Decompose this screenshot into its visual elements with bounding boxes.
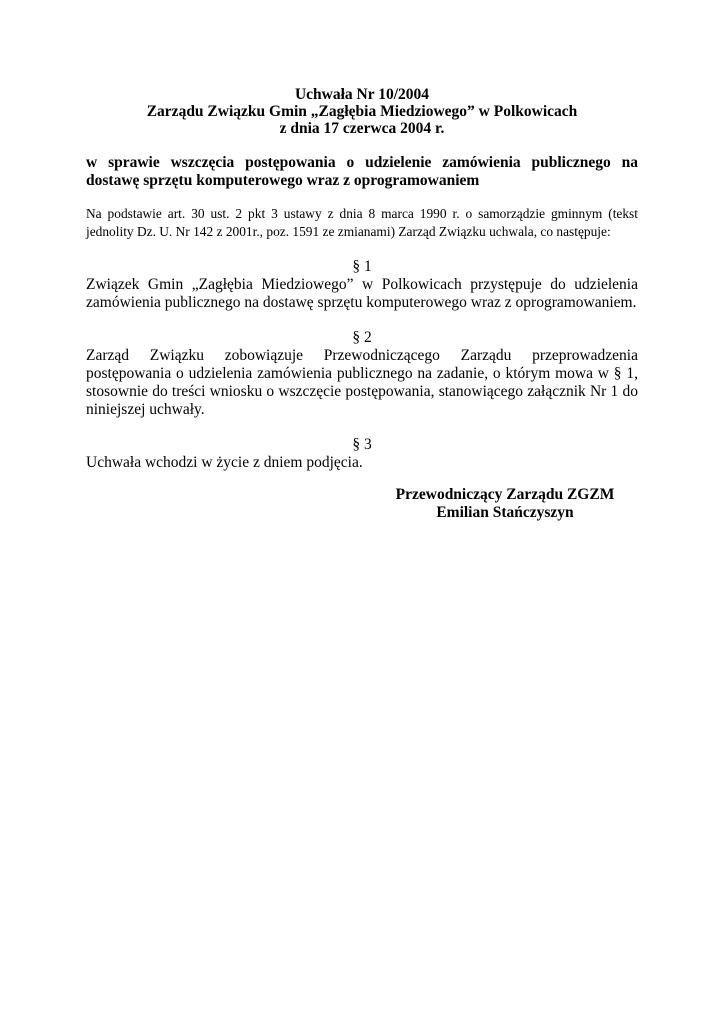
issuing-body: Zarządu Związku Gmin „Zagłębia Miedziowego” w Polkowicach [146, 103, 578, 120]
document-page [86, 86, 638, 472]
section-number: § 1 [352, 258, 372, 275]
resolution-number: Uchwała Nr 10/2004 [294, 86, 430, 103]
section-text: Zarząd Związku zobowiązuje Przewodniczącego Zarządu przeprowadzenia postępowania o udzielenia zamówienia publicznego na zadanie, o którym mowa w § 1, stosownie do treści wniosku o wszczęcie postępowania, stanowiącego załącznik Nr 1 do niniejszej uchwały. [86, 347, 638, 418]
signatory-name: Emilian Stańczyszyn [436, 504, 574, 521]
section-text: Związek Gmin „Zagłębia Miedziowego” w Polkowicach przystępuje do udzielenia zamówienia publicznego na dostawę sprzętu komputerowego wraz z oprogramowaniem. [86, 276, 638, 311]
resolution-date: z dnia 17 czerwca 2004 r. [279, 120, 445, 137]
section-2 [86, 329, 638, 419]
legal-basis: Na podstawie art. 30 ust. 2 pkt 3 ustawy z dnia 8 marca 1990 r. o samorządzie gminnym (tekst jednolity Dz. U. Nr 142 z 2001r., poz. 1591 ze zmianami) Zarząd Związku uchwala, co następuje: [86, 206, 638, 239]
signature-block [387, 486, 623, 522]
section-number: § 3 [352, 436, 372, 453]
resolution-header [86, 86, 638, 137]
section-number: § 2 [352, 329, 372, 346]
section-text: Uchwała wchodzi w życie z dniem podjęcia. [86, 454, 363, 471]
section-1 [86, 258, 638, 312]
resolution-subject: w sprawie wszczęcia postępowania o udzielenie zamówienia publicznego na dostawę sprzętu komputerowego wraz z oprogramowaniem [86, 154, 638, 189]
signatory-title: Przewodniczący Zarządu ZGZM [395, 486, 615, 503]
section-3 [86, 436, 638, 472]
